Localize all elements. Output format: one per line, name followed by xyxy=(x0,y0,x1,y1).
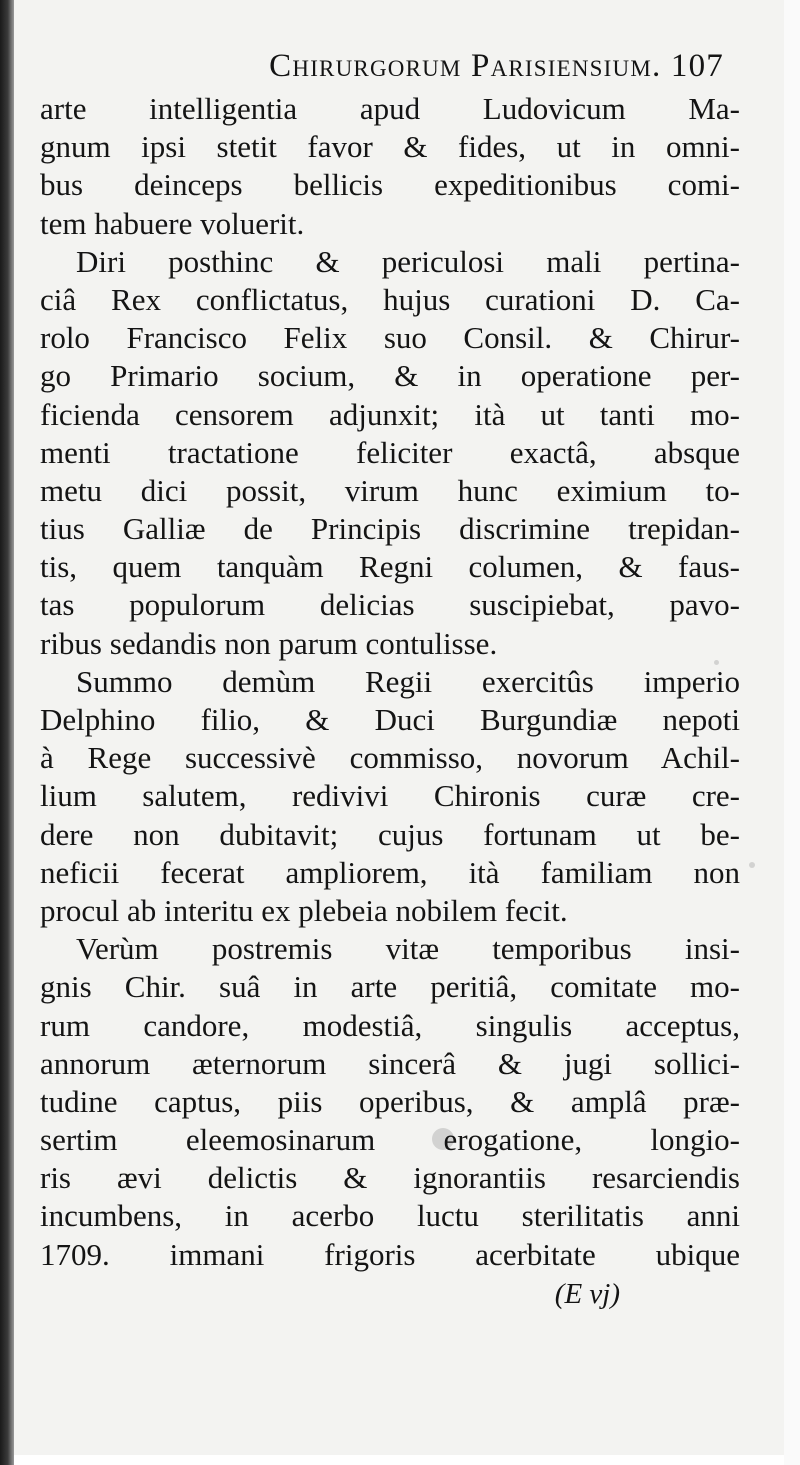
text-line: Summo demùm Regii exercitûs imperio xyxy=(76,663,740,699)
text-line: tius Galliæ de Principis discrimine trepidan- xyxy=(40,511,740,547)
text-line: ribus sedandis non parum contulisse. xyxy=(40,625,498,661)
text-line: Delphino filio, & Duci Burgundiæ nepoti xyxy=(40,702,740,737)
text-line: procul ab interitu ex plebeia nobilem fecit. xyxy=(40,892,568,928)
text-line: sertim eleemosinarum erogatione, longio- xyxy=(40,1122,740,1158)
text-line: arte intelligentia apud Ludovicum Ma- xyxy=(40,91,740,126)
text-line: ciâ Rex conflictatus, hujus curationi D. Ca- xyxy=(40,281,740,317)
running-head: Chirurgorum Parisiensium. 107 xyxy=(269,48,724,84)
text-line: gnum ipsi stetit favor & fides, ut in omni- xyxy=(40,129,740,165)
paper-speck xyxy=(749,862,755,868)
body-text xyxy=(40,90,740,1274)
text-line: gnis Chir. suâ in arte peritiâ, comitate mo- xyxy=(40,969,740,1005)
text-line: rolo Francisco Felix suo Consil. & Chirur- xyxy=(40,320,740,356)
text-line: annorum æternorum sincerâ & jugi sollici- xyxy=(40,1045,740,1081)
text-line: menti tractatione feliciter exactâ, absque xyxy=(40,434,740,470)
text-line: ficienda censorem adjunxit; ità ut tanti mo- xyxy=(40,396,740,432)
text-line: incumbens, in acerbo luctu sterilitatis anni xyxy=(40,1198,740,1234)
text-line: dere non dubitavit; cujus fortunam ut be- xyxy=(40,816,740,852)
text-line: rum candore, modestiâ, singulis acceptus, xyxy=(40,1007,740,1043)
text-line: ris ævi delictis & ignorantiis resarciendis xyxy=(40,1160,740,1196)
text-line: tudine captus, piis operibus, & amplâ præ- xyxy=(40,1083,740,1119)
text-line: tas populorum delicias suscipiebat, pavo- xyxy=(40,587,740,623)
text-line: à Rege successivè commisso, novorum Achil- xyxy=(40,740,740,776)
page-margin-strip xyxy=(784,0,800,1465)
text-line: tis, quem tanquàm Regni columen, & faus- xyxy=(40,549,740,585)
text-line: neficii fecerat ampliorem, ità familiam non xyxy=(40,854,740,890)
text-line: bus deinceps bellicis expeditionibus comi- xyxy=(40,167,740,203)
text-line: metu dici possit, virum hunc eximium to- xyxy=(40,472,740,508)
text-line: 1709. immani frigoris acerbitate ubique xyxy=(40,1236,740,1272)
signature-mark: (E vj) xyxy=(554,1277,620,1310)
book-gutter-shadow xyxy=(0,0,14,1465)
text-line: go Primario socium, & in operatione per- xyxy=(40,358,740,394)
text-line: tem habuere voluerit. xyxy=(40,205,305,241)
text-line: lium salutem, redivivi Chironis curæ cre- xyxy=(40,778,740,814)
page-text-block xyxy=(40,42,740,1314)
text-line: Verùm postremis vitæ temporibus insi- xyxy=(76,931,740,967)
text-line: Diri posthinc & periculosi mali pertina- xyxy=(76,243,740,279)
